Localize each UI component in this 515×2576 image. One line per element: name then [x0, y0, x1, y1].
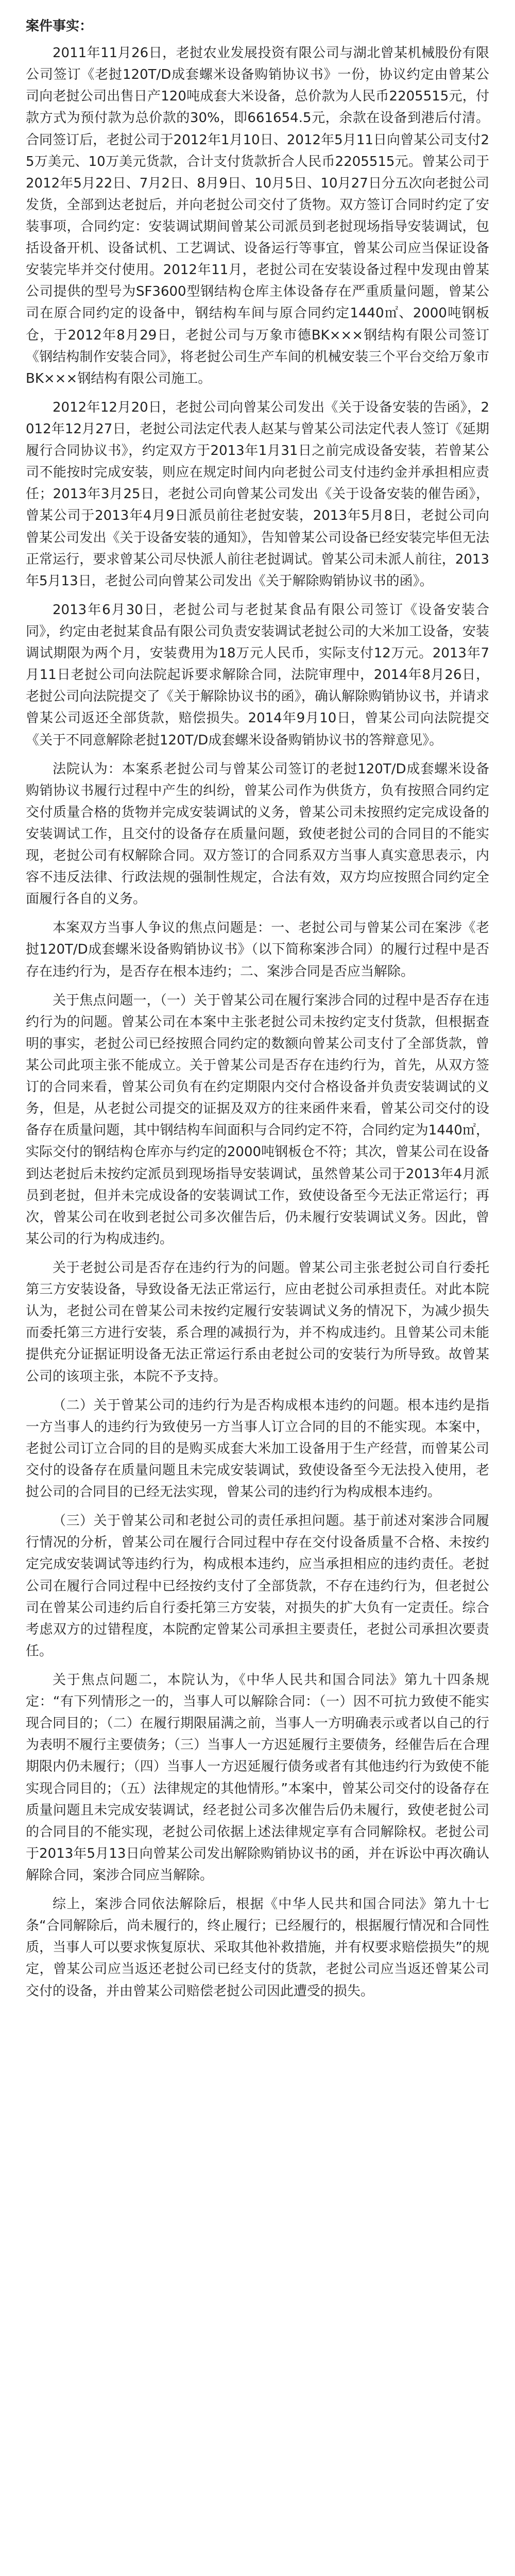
paragraph: （二）关于曾某公司的违约行为是否构成根本违约的问题。根本违约是指一方当事人的违约行为致使另一方当事人订立合同的目的不能实现。本案中，老挝公司订立合同的目的是购买成套大米加工设备用于生产经营，而曾某公司交付的设备存在质量问题且未完成安装调试，致使设备至今无法投入使用，老挝公司的合同目的已经无法实现，曾某公司的违约行为构成根本违约。 — [26, 1397, 489, 1500]
paragraph: 2012年12月20日，老挝公司向曾某公司发出《关于设备安装的告函》，2012年12月27日，老挝公司法定代表人赵某与曾某公司法定代表人签订《延期履行合同协议书》，约定双方于2013年1月31日之前完成设备安装，若曾某公司不能按时完成安装，则应在规定时间内向老挝公司支付违约金并承担相应责任；2013年3月25日，老挝公司向曾某公司发出《关于设备安装的催告函》，曾某公司于2013年4月9日派员前往老挝安装，2013年5月8日，老挝公司向曾某公司发出《关于设备安装的通知》，告知曾某公司设备已经安装完毕但无法正常运行，要求曾某公司尽快派人前往老挝调试。曾某公司未派人前往，2013年5月13日，老挝公司向曾某公司发出《关于解除购销协议书的函》。 — [26, 399, 489, 589]
paragraph: 关于老挝公司是否存在违约行为的问题。曾某公司主张老挝公司自行委托第三方安装设备，导致设备无法正常运行，应由老挝公司承担责任。对此本院认为，老挝公司在曾某公司未按约定履行安装调试义务的情况下，为减少损失而委托第三方进行安装，系合理的减损行为，并不构成违约。且曾某公司未能提供充分证据证明设备无法正常运行系由老挝公司的安装行为所导致。故曾某公司的该项主张，本院不予支持。 — [26, 1260, 489, 1384]
section-heading: 案件事实： — [26, 19, 93, 34]
paragraph: 关于焦点问题一，（一）关于曾某公司在履行案涉合同的过程中是否存在违约行为的问题。曾某公司在本案中主张老挝公司未按约定支付货款，但根据查明的事实，老挝公司已经按照合同约定的数额向曾某公司支付了全部货款，曾某公司此项主张不能成立。关于曾某公司是否存在违约行为，首先，从双方签订的合同来看，曾某公司负有在约定期限内交付合格设备并负责安装调试的义务，但是，从老挝公司提交的证据及双方的往来函件来看，曾某公司交付的设备存在质量问题，其中钢结构车间面积与合同约定不符，合同约定为1440㎡，实际交付的钢结构仓库亦与约定的2000吨钢板仓不符；其次，曾某公司在设备到达老挝后未按约定派员到现场指导安装调试，虽然曾某公司于2013年4月派员到老挝，但并未完成设备的安装调试工作，致使设备至今无法正常运行；再次，曾某公司在收到老挝公司多次催告后，仍未履行安装调试义务。因此，曾某公司的行为构成违约。 — [26, 992, 489, 1247]
paragraph: 2011年11月26日，老挝农业发展投资有限公司与湖北曾某机械股份有限公司签订《老挝120T/D成套螺米设备购销协议书》一份，协议约定由曾某公司向老挝公司出售日产120吨成套大米设备，总价款为人民币2205515元，付款方式为预付款为总价款的30%，即661654.5元，余款在设备到港后付清。合同签订后，老挝公司于2012年1月10日、2012年5月11日向曾某公司支付25万美元、10万美元货款，合计支付货款折合人民币2205515元。曾某公司于2012年5月22日、7月2日、8月9日、10月5日、10月27日分五次向老挝公司发货，全部到达老挝后，并向老挝公司交付了货物。双方签订合同时约定了安装事项，合同约定：安装调试期间曾某公司派员到老挝现场指导安装调试，包括设备开机、设备试机、工艺调试、设备运行等事宜，曾某公司应当保证设备安装完毕并交付使用。2012年11月，老挝公司在安装设备过程中发现由曾某公司提供的型号为SF3600型钢结构仓库主体设备存在严重质量问题，曾某公司在原合同约定的设备中，钢结构车间与原合同约定1440㎡、2000吨钢板仓，于2012年8月29日，老挝公司与万象市德BK×××钢结构有限公司签订《钢结构制作安装合同》，将老挝公司生产车间的机械安装三个平台交给万象市BK×××钢结构有限公司施工。 — [26, 45, 489, 386]
paragraph: 关于焦点问题二，本院认为，《中华人民共和国合同法》第九十四条规定：“有下列情形之一的，当事人可以解除合同：（一）因不可抗力致使不能实现合同目的；（二）在履行期限届满之前，当事人一方明确表示或者以自己的行为表明不履行主要债务；（三）当事人一方迟延履行主要债务，经催告后在合理期限内仍未履行；（四）当事人一方迟延履行债务或者有其他违约行为致使不能实现合同目的；（五）法律规定的其他情形。”本案中，曾某公司交付的设备存在质量问题且未完成安装调试，经老挝公司多次催告后仍未履行，致使老挝公司的合同目的不能实现，老挝公司依据上述法律规定享有合同解除权。老挝公司于2013年5月13日向曾某公司发出解除购销协议书的函，并在诉讼中再次确认解除合同，案涉合同应当解除。 — [26, 1672, 489, 1883]
paragraph: 法院认为：本案系老挝公司与曾某公司签订的老挝120T/D成套螺米设备购销协议书履行过程中产生的纠纷，曾某公司作为供货方，负有按照合同约定交付质量合格的货物并完成安装调试的义务，曾某公司未按照约定完成设备的安装调试工作，且交付的设备存在质量问题，致使老挝公司的合同目的不能实现，老挝公司有权解除合同。双方签订的合同系双方当事人真实意思表示，内容不违反法律、行政法规的强制性规定，合法有效，双方均应按照合同约定全面履行各自的义务。 — [26, 761, 489, 907]
paragraph: （三）关于曾某公司和老挝公司的责任承担问题。基于前述对案涉合同履行情况的分析，曾某公司在履行合同过程中存在交付设备质量不合格、未按约定完成安装调试等违约行为，构成根本违约，应当承担相应的违约责任。老挝公司在履行合同过程中已经按约支付了全部货款，不存在违约行为，但老挝公司在曾某公司违约后自行委托第三方安装，对损失的扩大负有一定责任。综合考虑双方的过错程度，本院酌定曾某公司承担主要责任，老挝公司承担次要责任。 — [26, 1513, 489, 1659]
paragraph: 2013年6月30日，老挝公司与老挝某食品有限公司签订《设备安装合同》，约定由老挝某食品有限公司负责安装调试老挝公司的大米加工设备，安装调试期限为两个月，安装费用为18万元人民币，实际支付12万元。2013年7月11日老挝公司向法院起诉要求解除合同，法院审理中，2014年8月26日，老挝公司向法院提交了《关于解除协议书的函》，确认解除购销协议书，并请求曾某公司返还全部货款，赔偿损失。2014年9月10日，曾某公司向法院提交《关于不同意解除老挝120T/D成套螺米设备购销协议书的答辩意见》。 — [26, 602, 489, 748]
paragraph: 本案双方当事人争议的焦点问题是：一、老挝公司与曾某公司在案涉《老挝120T/D成套螺米设备购销协议书》（以下简称案涉合同）的履行过程中是否存在违约行为，是否存在根本违约；二、案涉合同是否应当解除。 — [26, 920, 489, 979]
paragraph: 综上，案涉合同依法解除后，根据《中华人民共和国合同法》第九十七条“合同解除后，尚未履行的，终止履行；已经履行的，根据履行情况和合同性质，当事人可以要求恢复原状、采取其他补救措施，并有权要求赔偿损失”的规定，曾某公司应当返还老挝公司已经支付的货款，老挝公司应当返还曾某公司交付的设备，并由曾某公司赔偿老挝公司因此遭受的损失。 — [26, 1896, 489, 1999]
